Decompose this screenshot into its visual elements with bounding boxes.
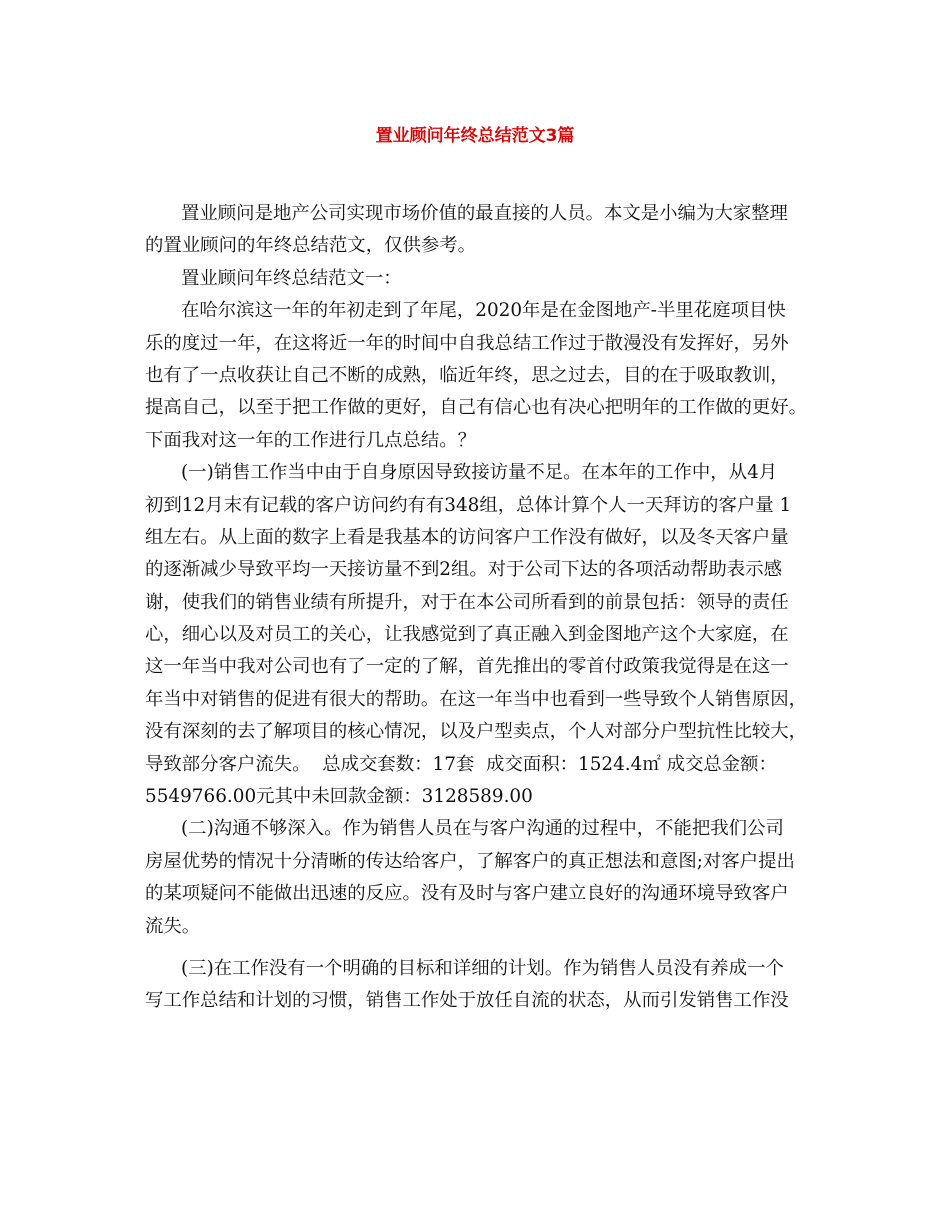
paragraph-line: 心，细心以及对员工的关心，让我感觉到了真正融入到金图地产这个大家庭，在 [145, 624, 789, 646]
paragraph-line: 下面我对这一年的工作进行几点总结。？ [145, 429, 477, 451]
paragraph-line: 写工作总结和计划的习惯，销售工作处于放任自流的状态，从而引发销售工作没 [145, 990, 789, 1012]
paragraph-line: 的置业顾问的年终总结范文，仅供参考。 [145, 235, 477, 257]
paragraph-line: 组左右。从上面的数字上看是我基本的访问客户工作没有做好，以及冬天客户量 [145, 526, 789, 548]
paragraph-line: 年当中对销售的促进有很大的帮助。在这一年当中也看到一些导致个人销售原因， [145, 688, 808, 710]
paragraph-line: 流失。 [145, 915, 201, 937]
paragraph-line: 导致部分客户流失。 总成交套数：17套 成交面积：1524.4㎡ 成交总金额： [145, 753, 777, 775]
paragraph-line: (一)销售工作当中由于自身原因导致接访量不足。在本年的工作中，从4月 [181, 462, 778, 484]
paragraph-gap [145, 943, 809, 953]
paragraph-line: 初到12月末有记载的客户访问约有有348组，总体计算个人一天拜访的客户量 1 [145, 494, 792, 516]
paragraph-line: 置业顾问是地产公司实现市场价值的最直接的人员。本文是小编为大家整理 [181, 203, 788, 224]
paragraph-line: 提高自己，以至于把工作做的更好，自己有信心也有决心把明年的工作做的更好。 [145, 397, 808, 419]
document-body [145, 198, 809, 1018]
paragraph-line: (二)沟通不够深入。作为销售人员在与客户沟通的过程中，不能把我们公司 [181, 818, 784, 840]
paragraph-line: (三)在工作没有一个明确的目标和详细的计划。作为销售人员没有养成一个 [181, 957, 784, 979]
paragraph-line: 这一年当中我对公司也有了一定的了解，首先推出的零首付政策我觉得是在这一 [145, 656, 789, 678]
paragraph-line: 房屋优势的情况十分清晰的传达给客户，了解客户的真正想法和意图;对客户提出 [145, 850, 795, 872]
paragraph-line: 5549766.00元其中未回款金额：3128589.00 [145, 786, 533, 808]
paragraph-line: 也有了一点收获让自己不断的成熟，临近年终，思之过去，目的在于吸取教训， [145, 364, 789, 386]
paragraph-line: 乐的度过一年，在这将近一年的时间中自我总结工作过于散漫没有发挥好，另外 [145, 332, 789, 354]
section-heading: 置业顾问年终总结范文一： [181, 267, 402, 289]
paragraph-line: 谢，使我们的销售业绩有所提升，对于在本公司所看到的前景包括：领导的责任 [145, 591, 789, 613]
paragraph-line: 没有深刻的去了解项目的核心情况，以及户型卖点，个人对部分户型抗性比较大， [145, 721, 808, 743]
document-title: 置业顾问年终总结范文3篇 [375, 126, 575, 146]
paragraph-line: 的某项疑问不能做出迅速的反应。没有及时与客户建立良好的沟通环境导致客户 [145, 883, 789, 905]
paragraph-line: 在哈尔滨这一年的年初走到了年尾，2020年是在金图地产-半里花庭项目快 [181, 300, 786, 322]
paragraph-line: 的逐渐减少导致平均一天接访量不到2组。对于公司下达的各项活动帮助表示感 [145, 559, 782, 581]
